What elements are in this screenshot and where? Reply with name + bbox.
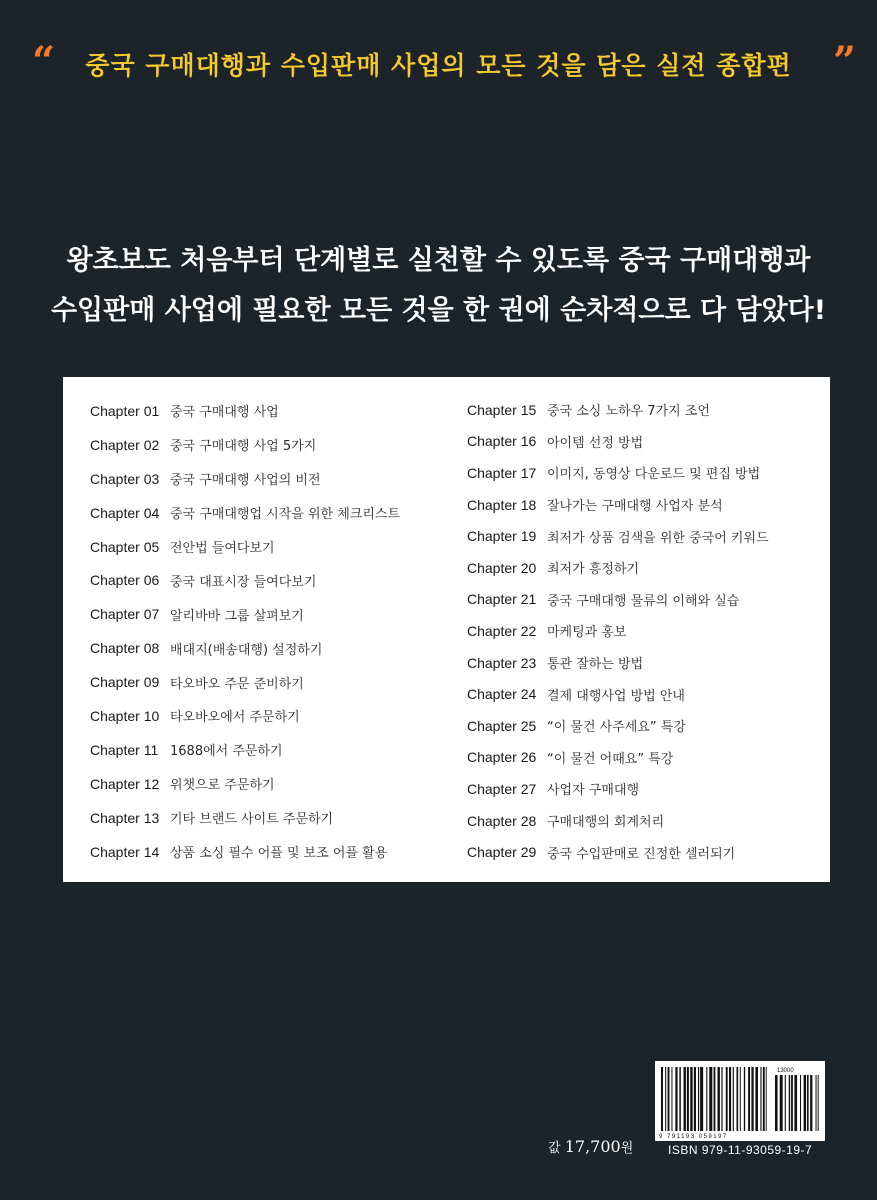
chapter-number: Chapter 29: [467, 844, 537, 861]
chapter-number: Chapter 06: [90, 572, 160, 589]
barcode-bar: [780, 1075, 783, 1131]
price-label: 값: [548, 1141, 561, 1156]
headline-line-2: 수입판매 사업에 필요한 모든 것을 한 권에 순차적으로 다 담았다!: [50, 295, 827, 326]
barcode-bar: [785, 1075, 786, 1131]
chapter-number: Chapter 25: [467, 717, 537, 734]
barcode-bar: [800, 1075, 801, 1131]
barcode-bar: [665, 1067, 666, 1131]
toc-row: [90, 631, 400, 665]
barcode-bar: [818, 1075, 819, 1131]
barcode-bar: [740, 1067, 741, 1131]
barcode-main-bars: [661, 1067, 767, 1131]
chapter-number: Chapter 13: [90, 809, 160, 826]
toc-row: [467, 426, 769, 458]
barcode-bar: [789, 1075, 790, 1131]
toc-row: [90, 462, 400, 496]
barcode-bar: [760, 1067, 761, 1131]
chapter-number: Chapter 24: [467, 686, 537, 703]
chapter-title: 전안법 들여다보기: [170, 541, 275, 556]
chapter-number: Chapter 09: [90, 674, 160, 691]
close-quote-mark: ”: [833, 38, 857, 85]
table-of-contents: [63, 377, 830, 882]
barcode-bar: [675, 1067, 677, 1131]
chapter-title: 중국 대표시장 들여다보기: [170, 574, 317, 590]
toc-right-column: [467, 394, 769, 868]
barcode-bar: [733, 1067, 734, 1131]
chapter-title: 위챗으로 주문하기: [170, 778, 275, 794]
barcode-graphic: [655, 1061, 825, 1141]
chapter-number: Chapter 23: [467, 654, 537, 671]
toc-row: [467, 394, 769, 426]
barcode-bar: [766, 1067, 767, 1131]
barcode-bar: [721, 1067, 722, 1131]
barcode-bar: [748, 1067, 750, 1131]
chapter-title: 알리바바 그룹 살펴보기: [170, 608, 304, 624]
barcode: [655, 1061, 825, 1141]
chapter-title: 구매대행의 회계처리: [547, 815, 665, 831]
barcode-bar: [687, 1067, 689, 1131]
chapter-number: Chapter 22: [467, 622, 537, 639]
barcode-bar: [804, 1075, 806, 1131]
toc-row: [467, 615, 769, 647]
chapter-title: 중국 구매대행업 시작을 위한 체크리스트: [170, 507, 401, 523]
barcode-bar: [690, 1067, 692, 1131]
chapter-number: Chapter 18: [467, 496, 537, 513]
toc-row: [90, 530, 400, 564]
toc-row: [467, 647, 769, 679]
toc-row: [467, 552, 769, 584]
open-quote-mark: “: [32, 38, 56, 85]
chapter-number: Chapter 02: [90, 436, 160, 453]
toc-row: [467, 457, 769, 489]
barcode-bar: [737, 1067, 739, 1131]
chapter-title: 아이템 선정 방법: [547, 435, 644, 451]
toc-row: [90, 835, 400, 869]
chapter-number: Chapter 27: [467, 780, 537, 797]
chapter-number: Chapter 14: [90, 843, 160, 860]
chapter-number: Chapter 08: [90, 640, 160, 657]
chapter-title: 최저가 흥정하기: [547, 562, 640, 578]
barcode-bar: [714, 1067, 716, 1131]
chapter-title: 기타 브랜드 사이트 주문하기: [170, 812, 334, 828]
barcode-bar: [794, 1075, 797, 1131]
barcode-bar: [668, 1067, 670, 1131]
chapter-title: 타오바오에서 주문하기: [170, 710, 300, 726]
barcode-main-digits: 9 791193 059197: [659, 1134, 728, 1140]
chapter-title: 이미지, 동영상 다운로드 및 편집 방법: [547, 467, 761, 483]
barcode-bar: [709, 1067, 712, 1131]
toc-left-column: [90, 394, 400, 868]
tagline: 중국 구매대행과 수입판매 사업의 모든 것을 담은 실전 종합편: [85, 51, 792, 80]
headline: [40, 236, 837, 336]
toc-row: [467, 773, 769, 805]
chapter-number: Chapter 20: [467, 559, 537, 576]
chapter-title: 잘나가는 구매대행 사업자 분석: [547, 499, 723, 515]
chapter-title: 최저가 상품 검색을 위한 중국어 키워드: [547, 530, 769, 546]
toc-row: [90, 496, 400, 530]
toc-row: [90, 428, 400, 462]
chapter-title: 통관 잘하는 방법: [547, 657, 644, 673]
toc-row: [467, 678, 769, 710]
barcode-bar: [744, 1067, 745, 1131]
toc-row: [467, 836, 769, 868]
chapter-title: “이 물건 어때요” 특강: [547, 751, 674, 767]
chapter-title: 중국 구매대행 사업: [170, 405, 279, 421]
headline-line-1: 왕초보도 처음부터 단계별로 실천할 수 있도록 중국 구매대행과: [66, 245, 811, 276]
barcode-addon-digits: 13000: [777, 1068, 794, 1074]
chapter-number: Chapter 11: [90, 741, 159, 758]
chapter-number: Chapter 17: [467, 464, 537, 481]
chapter-number: Chapter 12: [90, 775, 160, 792]
toc-row: [467, 584, 769, 616]
chapter-title: 중국 구매대행 사업의 비전: [170, 473, 321, 489]
toc-row: [467, 520, 769, 552]
chapter-title: 배대지(배송대행) 설정하기: [170, 642, 323, 658]
barcode-bar: [729, 1067, 731, 1131]
chapter-title: 1688에서 주문하기: [170, 744, 283, 760]
toc-row: [90, 767, 400, 801]
chapter-title: 상품 소싱 필수 어플 및 보조 어플 활용: [170, 846, 388, 862]
chapter-title: 사업자 구매대행: [547, 783, 640, 799]
toc-row: [90, 699, 400, 733]
chapter-number: Chapter 19: [467, 528, 537, 545]
toc-row: [467, 742, 769, 774]
price-unit: 원: [620, 1141, 634, 1156]
barcode-bar: [763, 1067, 765, 1131]
toc-row: [90, 563, 400, 597]
chapter-title: 마케팅과 홍보: [547, 625, 627, 641]
barcode-bar: [775, 1075, 778, 1131]
chapter-title: “이 물건 사주세요” 특강: [547, 720, 686, 736]
barcode-bar: [698, 1067, 699, 1131]
barcode-bar: [807, 1075, 809, 1131]
toc-row: [467, 710, 769, 742]
barcode-bar: [810, 1075, 812, 1131]
chapter-number: Chapter 07: [90, 606, 160, 623]
toc-row: [90, 394, 400, 428]
price: [548, 1137, 633, 1156]
toc-row: [467, 805, 769, 837]
barcode-bar: [671, 1067, 672, 1131]
toc-row: [90, 597, 400, 631]
barcode-bar: [700, 1067, 703, 1131]
toc-row: [90, 801, 400, 835]
chapter-title: 중국 소싱 노하우 7가지 조언: [547, 404, 710, 420]
chapter-number: Chapter 05: [90, 538, 160, 555]
barcode-bar: [694, 1067, 696, 1131]
chapter-title: 타오바오 주문 준비하기: [170, 676, 304, 692]
chapter-title: 중국 구매대행 사업 5가지: [170, 439, 317, 455]
chapter-number: Chapter 16: [467, 433, 537, 450]
chapter-number: Chapter 03: [90, 470, 160, 487]
barcode-bar: [816, 1075, 817, 1131]
barcode-bar: [751, 1067, 753, 1131]
chapter-number: Chapter 15: [467, 401, 537, 418]
chapter-number: Chapter 01: [90, 402, 160, 419]
chapter-title: 중국 구매대행 물류의 이해와 실습: [547, 593, 740, 609]
chapter-title: 결제 대행사업 방법 안내: [547, 688, 685, 704]
barcode-bar: [755, 1067, 758, 1131]
chapter-title: 중국 수입판매로 진정한 셀러되기: [547, 846, 736, 862]
barcode-bar: [718, 1067, 720, 1131]
barcode-bar: [679, 1067, 680, 1131]
barcode-bar: [684, 1067, 686, 1131]
chapter-number: Chapter 26: [467, 749, 537, 766]
toc-row: [90, 733, 400, 767]
isbn: ISBN 979-11-93059-19-7: [668, 1143, 813, 1157]
toc-row: [90, 665, 400, 699]
barcode-bar: [726, 1067, 728, 1131]
barcode-bar: [661, 1067, 663, 1131]
price-amount: 17,700: [564, 1137, 621, 1156]
barcode-bar: [706, 1067, 707, 1131]
chapter-number: Chapter 21: [467, 591, 537, 608]
chapter-number: Chapter 04: [90, 504, 160, 521]
toc-row: [467, 489, 769, 521]
chapter-number: Chapter 10: [90, 707, 160, 724]
barcode-bar: [791, 1075, 793, 1131]
barcode-addon-bars: [775, 1075, 819, 1131]
chapter-number: Chapter 28: [467, 812, 537, 829]
